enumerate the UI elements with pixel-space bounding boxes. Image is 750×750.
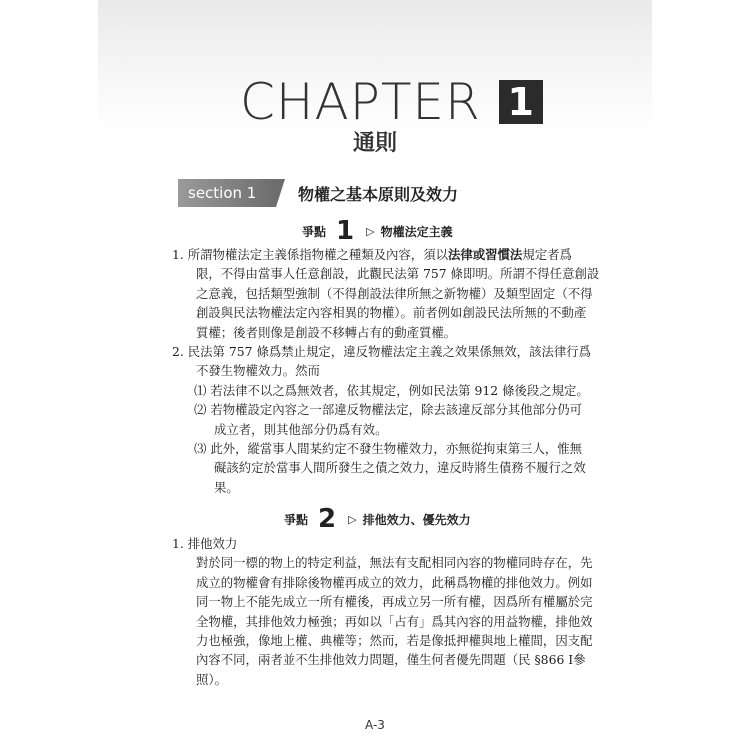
item-heading: 排他效力 — [187, 536, 238, 551]
paragraph-line: 全物權，其排他效力極強；再如以「占有」爲其內容的用益物權，排他效 — [196, 613, 593, 629]
paragraph-line: 同一物上不能先成立一所有權後，再成立另一所有權，因爲所有權屬於完 — [196, 594, 593, 610]
paragraph-line: 之意義，包括類型強制（不得創設法律所無之新物權）及類型固定（不得 — [196, 285, 593, 301]
point1-title: 物權法定主義 — [380, 224, 453, 239]
paragraph-line: 礙該約定於當事人間所發生之債之效力，違反時將生債務不履行之效 — [214, 460, 586, 476]
list-marker: 2. — [172, 344, 184, 359]
list-marker: ⑵ — [194, 402, 207, 418]
paragraph-line: 成立的物權會有排除後物權再成立的效力，此稱爲物權的排他效力。例如 — [196, 574, 593, 590]
paragraph-line: 創設與民法物權法定內容相異的物權）。前者例如創設民法所無的不動產 — [196, 305, 587, 321]
paragraph-line: 不發生物權效力。然而 — [196, 363, 320, 379]
paragraph-line: 照）。 — [196, 671, 227, 687]
bold-text-run: 法律或習慣法 — [447, 247, 523, 262]
paragraph-line: 內容不同，兩者並不生排他效力問題，僅生何者優先問題（民 §866 Ⅰ參 — [196, 652, 586, 668]
point1-item2 — [172, 342, 591, 497]
paragraph-line — [172, 245, 599, 264]
list-marker: ⑴ — [194, 382, 207, 398]
point2-number: 2 — [318, 504, 337, 534]
paragraph-line: 質權；後者則像是創設不移轉占有的動產質權。 — [196, 324, 457, 340]
point2-title: 排他效力、優先效力 — [362, 512, 471, 527]
text-run: 民法第 757 條爲禁止規定，違反物權法定主義之效果係無效，該法律行爲 — [187, 344, 592, 359]
paragraph-line — [172, 342, 591, 361]
paragraph-line — [172, 381, 591, 400]
text-run: 所謂物權法定主義係指物權之種類及內容，須以 — [187, 247, 448, 262]
text-run: 若法律不以之爲無效者，依其規定，例如民法第 912 條後段之規定。 — [210, 382, 589, 398]
paragraph-line: 對於同一標的物上的特定利益，無法有支配相同內容的物權同時存在，先 — [196, 555, 593, 571]
point1-label: 爭點 — [302, 224, 327, 239]
point2-label: 爭點 — [284, 512, 309, 527]
chapter-number: 1 — [499, 80, 543, 124]
paragraph-line — [172, 400, 591, 419]
list-marker: ⑶ — [194, 441, 207, 457]
paragraph-line: 成立者，則其他部分仍爲有效。 — [214, 421, 388, 437]
point1-item1 — [172, 245, 599, 342]
section-badge: section 1 — [178, 179, 276, 207]
point1-heading — [302, 218, 453, 244]
list-marker: 1. — [172, 536, 184, 551]
page-number: A-3 — [365, 718, 385, 732]
chapter-word: CHAPTER — [240, 73, 481, 131]
paragraph-line: 果。 — [214, 479, 239, 495]
text-run: 若物權設定內容之一部違反物權法定，除去該違反部分其他部分仍可 — [210, 402, 583, 418]
point1-number: 1 — [336, 216, 355, 246]
chapter-subtitle: 通則 — [352, 131, 397, 156]
triangle-arrow-icon: ▷ — [366, 224, 375, 238]
point2-item1 — [172, 534, 593, 689]
triangle-arrow-icon: ▷ — [348, 512, 357, 526]
point2-heading — [284, 506, 471, 532]
paragraph-line: 限，不得由當事人任意創設，此觀民法第 757 條即明。所謂不得任意創設 — [196, 266, 600, 282]
text-run: 此外，縱當事人間某約定不發生物權效力，亦無從拘束第三人，惟無 — [210, 441, 583, 457]
text-run: 規定者爲 — [522, 247, 572, 262]
list-marker: 1. — [172, 247, 184, 262]
section-bar — [178, 179, 458, 207]
paragraph-line — [172, 439, 591, 458]
chapter-heading — [240, 73, 543, 131]
paragraph-line — [172, 534, 593, 553]
section-title: 物權之基本原則及效力 — [298, 184, 459, 204]
paragraph-line: 力也極強，像地上權、典權等；然而，若是像抵押權與地上權間，因支配 — [196, 633, 593, 649]
